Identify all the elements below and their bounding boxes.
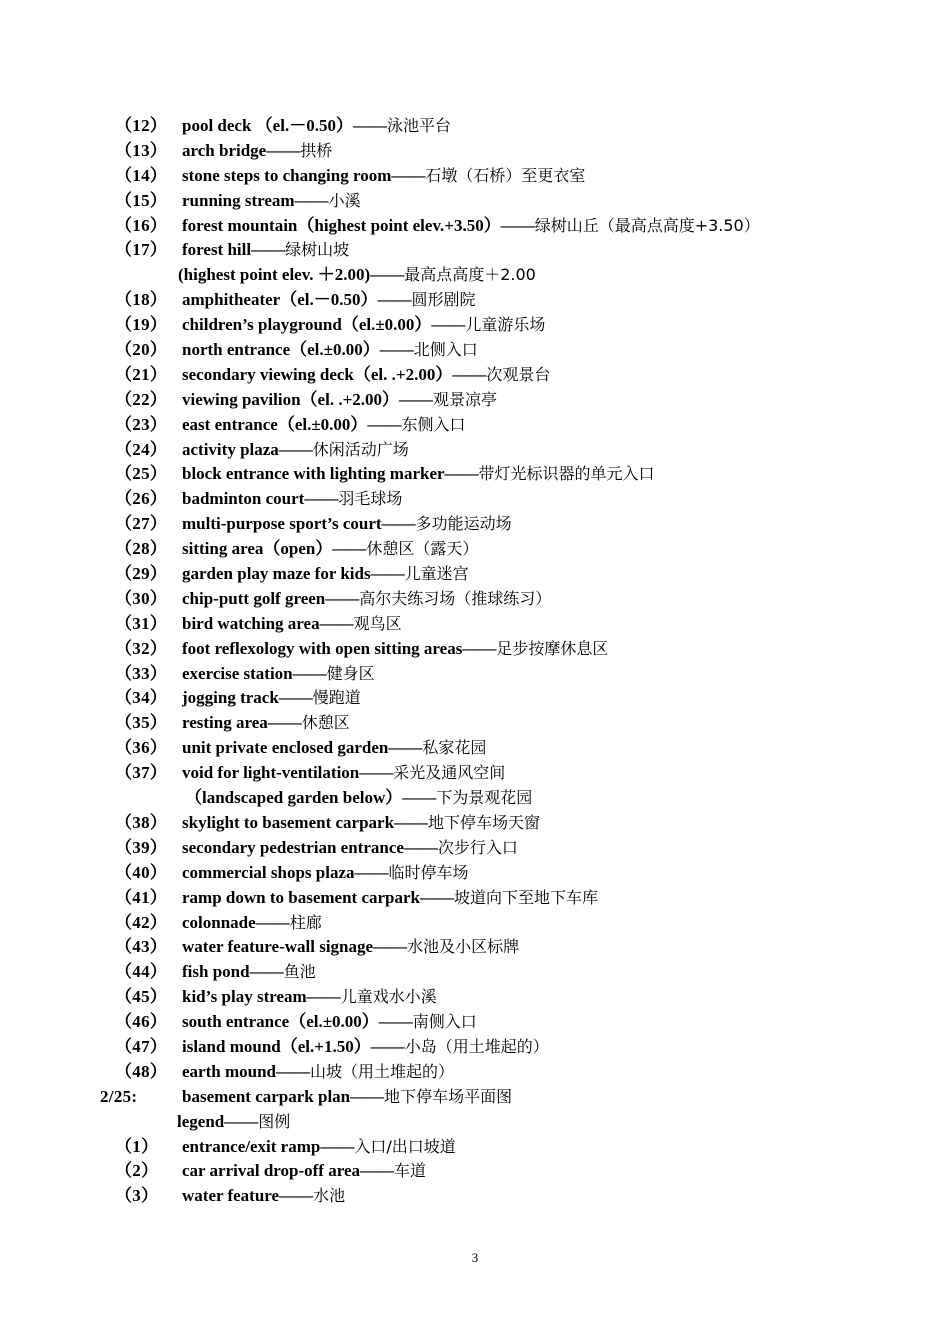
entry-text bbox=[182, 686, 361, 711]
entry-text bbox=[182, 512, 512, 537]
entry-chinese: 休憩区 bbox=[301, 713, 350, 733]
entry-english: arch bridge—— bbox=[182, 140, 301, 160]
entry-text bbox=[178, 263, 536, 288]
entry-number: （14） bbox=[115, 165, 168, 185]
entry-text bbox=[182, 313, 545, 338]
entry-english: east entrance（el.±0.00）—— bbox=[182, 414, 402, 434]
entry-chinese: 圆形剧院 bbox=[411, 290, 476, 310]
legend-entry bbox=[0, 214, 950, 239]
legend-entry bbox=[0, 911, 950, 936]
entry-english: garden play maze for kids—— bbox=[182, 564, 405, 584]
entry-number: （47） bbox=[115, 1036, 168, 1056]
entry-text bbox=[182, 288, 476, 313]
entry-english: viewing pavilion（el. .+2.00）—— bbox=[182, 389, 434, 409]
entry-text bbox=[182, 662, 375, 687]
entry-english: exercise station—— bbox=[182, 663, 327, 683]
entry-chinese: 图例 bbox=[258, 1111, 291, 1131]
entry-chinese: 下为景观花园 bbox=[436, 788, 533, 808]
entry-text bbox=[182, 1060, 454, 1085]
entry-english: commercial shops plaza—— bbox=[182, 862, 389, 882]
entry-number: （46） bbox=[115, 1012, 168, 1032]
legend-entry bbox=[0, 1159, 950, 1184]
entry-chinese: 足步按摩休息区 bbox=[496, 638, 609, 658]
entry-chinese: 慢跑道 bbox=[312, 688, 361, 708]
legend-entry bbox=[0, 587, 950, 612]
entry-chinese: 健身区 bbox=[326, 663, 375, 683]
entry-chinese: 观鸟区 bbox=[353, 613, 402, 633]
entry-text bbox=[182, 711, 350, 736]
entry-text bbox=[182, 189, 361, 214]
entry-chinese: 绿树山丘（最高点高度+3.50） bbox=[534, 215, 760, 235]
legend-entry bbox=[0, 861, 950, 886]
entry-number: （3） bbox=[115, 1186, 159, 1206]
entry-number: （12） bbox=[115, 116, 168, 135]
entry-chinese: 儿童迷宫 bbox=[404, 564, 469, 584]
entry-chinese: 车道 bbox=[394, 1161, 427, 1181]
legend-entry bbox=[0, 487, 950, 512]
entry-english: unit private enclosed garden—— bbox=[182, 738, 423, 758]
entry-english: (highest point elev. ＋2.00)—— bbox=[178, 265, 405, 285]
legend-entry bbox=[0, 1085, 950, 1110]
entry-chinese: 小岛（用土堆起的） bbox=[404, 1036, 549, 1056]
entry-text bbox=[182, 487, 402, 512]
entry-english: south entrance（el.±0.00）—— bbox=[182, 1012, 413, 1032]
entry-number: （20） bbox=[115, 340, 168, 360]
entry-text bbox=[182, 612, 402, 637]
entry-text bbox=[182, 164, 585, 189]
page-number: 3 bbox=[471, 1250, 479, 1265]
entry-number: （28） bbox=[115, 539, 168, 559]
entry-number: （39） bbox=[115, 837, 168, 857]
entry-number: （16） bbox=[115, 215, 168, 235]
legend-entry bbox=[0, 512, 950, 537]
entry-number: （25） bbox=[115, 464, 168, 484]
entry-chinese: 采光及通风空间 bbox=[393, 763, 506, 783]
entry-text bbox=[182, 462, 655, 487]
entry-number: （42） bbox=[115, 912, 168, 932]
entry-english: bird watching area—— bbox=[182, 613, 354, 633]
entry-chinese: 绿树山坡 bbox=[285, 240, 350, 260]
legend-entry bbox=[0, 1184, 950, 1209]
entry-number: （17） bbox=[115, 240, 168, 260]
legend-entry bbox=[0, 388, 950, 413]
entry-chinese: 多功能运动场 bbox=[415, 514, 512, 534]
entry-number: （2） bbox=[115, 1161, 159, 1181]
entry-chinese: 儿童戏水小溪 bbox=[340, 987, 437, 1007]
entry-number: （21） bbox=[115, 364, 168, 384]
entry-text bbox=[182, 1010, 477, 1035]
legend-entry bbox=[0, 686, 950, 711]
entry-english: kid’s play stream—— bbox=[182, 987, 341, 1007]
entry-text bbox=[182, 338, 478, 363]
entry-english: running stream—— bbox=[182, 190, 329, 210]
entry-chinese: 南侧入口 bbox=[412, 1012, 477, 1032]
entry-chinese: 小溪 bbox=[328, 190, 361, 210]
entry-number: （40） bbox=[115, 862, 168, 882]
entry-english: stone steps to changing room—— bbox=[182, 165, 426, 185]
entry-number: （18） bbox=[115, 290, 168, 310]
entry-chinese: 地下停车场天窗 bbox=[428, 812, 541, 832]
legend-entry bbox=[0, 637, 950, 662]
entry-chinese: 高尔夫练习场（推球练习） bbox=[359, 588, 552, 608]
legend-entry bbox=[0, 1135, 950, 1160]
legend-entry bbox=[0, 1035, 950, 1060]
entry-text bbox=[182, 388, 497, 413]
entry-chinese: 东侧入口 bbox=[401, 414, 466, 434]
entry-number: （31） bbox=[115, 613, 168, 633]
entry-english: （landscaped garden below）—— bbox=[185, 788, 437, 808]
entry-chinese: 休憩区（露天） bbox=[366, 539, 479, 559]
legend-entry bbox=[0, 711, 950, 736]
entry-chinese: 儿童游乐场 bbox=[465, 315, 546, 335]
entry-chinese: 带灯光标识器的单元入口 bbox=[478, 464, 655, 484]
legend-entry bbox=[0, 462, 950, 487]
entry-text bbox=[182, 637, 608, 662]
entry-text bbox=[182, 935, 519, 960]
legend-entry bbox=[0, 139, 950, 164]
entry-text bbox=[182, 562, 469, 587]
entry-number: （24） bbox=[115, 439, 168, 459]
legend-entry bbox=[0, 313, 950, 338]
entry-chinese: 坡道向下至地下车库 bbox=[454, 887, 599, 907]
entry-english: secondary pedestrian entrance—— bbox=[182, 837, 438, 857]
entry-chinese: 休闲活动广场 bbox=[312, 439, 409, 459]
entry-chinese: 鱼池 bbox=[283, 962, 316, 982]
entry-english: water feature—— bbox=[182, 1186, 314, 1206]
legend-entry bbox=[0, 438, 950, 463]
entry-english: multi-purpose sport’s court—— bbox=[182, 514, 416, 534]
entry-text bbox=[182, 985, 437, 1010]
entry-english: ramp down to basement carpark—— bbox=[182, 887, 454, 907]
entry-english: earth mound—— bbox=[182, 1061, 310, 1081]
entry-english: pool deck （el.－0.50）—— bbox=[182, 116, 387, 135]
entry-number: （43） bbox=[115, 937, 168, 957]
entry-chinese: 临时停车场 bbox=[388, 862, 469, 882]
legend-entry bbox=[0, 1110, 950, 1135]
legend-entry bbox=[0, 985, 950, 1010]
entry-number: （33） bbox=[115, 663, 168, 683]
legend-entry bbox=[0, 338, 950, 363]
legend-entry bbox=[0, 836, 950, 861]
entry-text bbox=[182, 861, 469, 886]
entry-english: basement carpark plan—— bbox=[182, 1086, 385, 1106]
legend-entry bbox=[0, 189, 950, 214]
legend-entry bbox=[0, 164, 950, 189]
entry-english: legend—— bbox=[177, 1111, 259, 1131]
entry-text bbox=[185, 786, 532, 811]
entry-chinese: 柱廊 bbox=[289, 912, 322, 932]
entry-text bbox=[182, 736, 486, 761]
entry-english: foot reflexology with open sitting areas—— bbox=[182, 638, 497, 658]
legend-entry bbox=[0, 238, 950, 263]
entry-english: block entrance with lighting marker—— bbox=[182, 464, 479, 484]
entry-number: （41） bbox=[115, 887, 168, 907]
entry-text bbox=[182, 413, 465, 438]
entry-text bbox=[182, 114, 451, 139]
entry-text bbox=[182, 238, 349, 263]
entry-english: void for light-ventilation—— bbox=[182, 763, 394, 783]
entry-english: skylight to basement carpark—— bbox=[182, 812, 429, 832]
entry-text bbox=[182, 761, 505, 786]
entry-text bbox=[182, 836, 518, 861]
entry-english: fish pond—— bbox=[182, 962, 284, 982]
entry-chinese: 水池及小区标牌 bbox=[407, 937, 520, 957]
legend-entry bbox=[0, 612, 950, 637]
entry-chinese: 最高点高度＋2.00 bbox=[404, 265, 536, 285]
entry-number: （22） bbox=[115, 389, 168, 409]
legend-entry bbox=[0, 886, 950, 911]
entry-number: （29） bbox=[115, 564, 168, 584]
entry-number: （15） bbox=[115, 190, 168, 210]
entry-number: （23） bbox=[115, 414, 168, 434]
entry-text bbox=[182, 363, 550, 388]
legend-entry bbox=[0, 263, 950, 288]
legend-entry bbox=[0, 811, 950, 836]
entry-chinese: 北侧入口 bbox=[413, 340, 478, 360]
entry-english: sitting area（open）—— bbox=[182, 539, 367, 559]
entry-number: （27） bbox=[115, 514, 168, 534]
legend-entry bbox=[0, 363, 950, 388]
entry-english: badminton court—— bbox=[182, 489, 339, 509]
entry-english: children’s playground（el.±0.00）—— bbox=[182, 315, 466, 335]
entry-text bbox=[177, 1110, 290, 1135]
entry-number: （45） bbox=[115, 987, 168, 1007]
entry-chinese: 地下停车场平面图 bbox=[384, 1086, 513, 1106]
entry-english: activity plaza—— bbox=[182, 439, 313, 459]
entry-text bbox=[182, 960, 316, 985]
entry-text bbox=[182, 811, 540, 836]
entry-english: resting area—— bbox=[182, 713, 302, 733]
entry-english: chip-putt golf green—— bbox=[182, 588, 360, 608]
entry-chinese: 拱桥 bbox=[300, 140, 333, 160]
entry-number: （26） bbox=[115, 489, 168, 509]
legend-entry bbox=[0, 288, 950, 313]
legend-entry bbox=[0, 935, 950, 960]
entry-text bbox=[182, 886, 598, 911]
legend-entry bbox=[0, 114, 950, 139]
legend-entry bbox=[0, 1060, 950, 1085]
entry-number: （30） bbox=[115, 588, 168, 608]
legend-entry bbox=[0, 960, 950, 985]
entry-text bbox=[182, 1184, 345, 1209]
entry-number: （44） bbox=[115, 962, 168, 982]
entry-chinese: 石墩（石桥）至更衣室 bbox=[425, 165, 586, 185]
entry-number: （38） bbox=[115, 812, 168, 832]
entry-chinese: 泳池平台 bbox=[386, 116, 451, 135]
entry-english: forest mountain（highest point elev.+3.50）—— bbox=[182, 215, 535, 235]
entry-english: north entrance（el.±0.00）—— bbox=[182, 340, 414, 360]
legend-entry bbox=[0, 413, 950, 438]
entry-english: secondary viewing deck（el. .+2.00）—— bbox=[182, 364, 487, 384]
entry-text bbox=[182, 438, 409, 463]
entry-chinese: 山坡（用土堆起的） bbox=[309, 1061, 454, 1081]
entry-english: water feature-wall signage—— bbox=[182, 937, 408, 957]
entry-text bbox=[182, 214, 760, 239]
entry-text bbox=[182, 1135, 456, 1160]
entry-english: island mound（el.+1.50）—— bbox=[182, 1036, 405, 1056]
entry-chinese: 次观景台 bbox=[486, 364, 551, 384]
entry-english: entrance/exit ramp—— bbox=[182, 1136, 355, 1156]
entry-text bbox=[182, 537, 478, 562]
document-body bbox=[0, 114, 950, 1209]
entry-chinese: 羽毛球场 bbox=[338, 489, 403, 509]
entry-number: （1） bbox=[115, 1136, 159, 1156]
legend-entry bbox=[0, 786, 950, 811]
legend-entry bbox=[0, 662, 950, 687]
entry-chinese: 私家花园 bbox=[422, 738, 487, 758]
legend-entry bbox=[0, 537, 950, 562]
entry-number: （35） bbox=[115, 713, 168, 733]
legend-entry bbox=[0, 736, 950, 761]
entry-text bbox=[182, 1085, 512, 1110]
entry-english: car arrival drop-off area—— bbox=[182, 1161, 394, 1181]
entry-text bbox=[182, 911, 322, 936]
entry-number: 2/25: bbox=[100, 1086, 138, 1106]
entry-text bbox=[182, 1035, 549, 1060]
entry-english: forest hill—— bbox=[182, 240, 286, 260]
entry-english: colonnade—— bbox=[182, 912, 290, 932]
entry-chinese: 入口/出口坡道 bbox=[354, 1136, 456, 1156]
entry-english: amphitheater（el.－0.50）—— bbox=[182, 290, 412, 310]
entry-text bbox=[182, 587, 551, 612]
entry-number: （48） bbox=[115, 1061, 168, 1081]
entry-text bbox=[182, 139, 332, 164]
legend-entry bbox=[0, 761, 950, 786]
entry-number: （34） bbox=[115, 688, 168, 708]
legend-entry bbox=[0, 1010, 950, 1035]
legend-entry bbox=[0, 562, 950, 587]
entry-number: （37） bbox=[115, 763, 168, 783]
entry-chinese: 观景凉亭 bbox=[433, 389, 498, 409]
entry-number: （36） bbox=[115, 738, 168, 758]
entry-text bbox=[182, 1159, 426, 1184]
entry-number: （32） bbox=[115, 638, 168, 658]
entry-number: （19） bbox=[115, 315, 168, 335]
entry-chinese: 水池 bbox=[313, 1186, 346, 1206]
entry-chinese: 次步行入口 bbox=[437, 837, 518, 857]
entry-number: （13） bbox=[115, 140, 168, 160]
entry-english: jogging track—— bbox=[182, 688, 313, 708]
